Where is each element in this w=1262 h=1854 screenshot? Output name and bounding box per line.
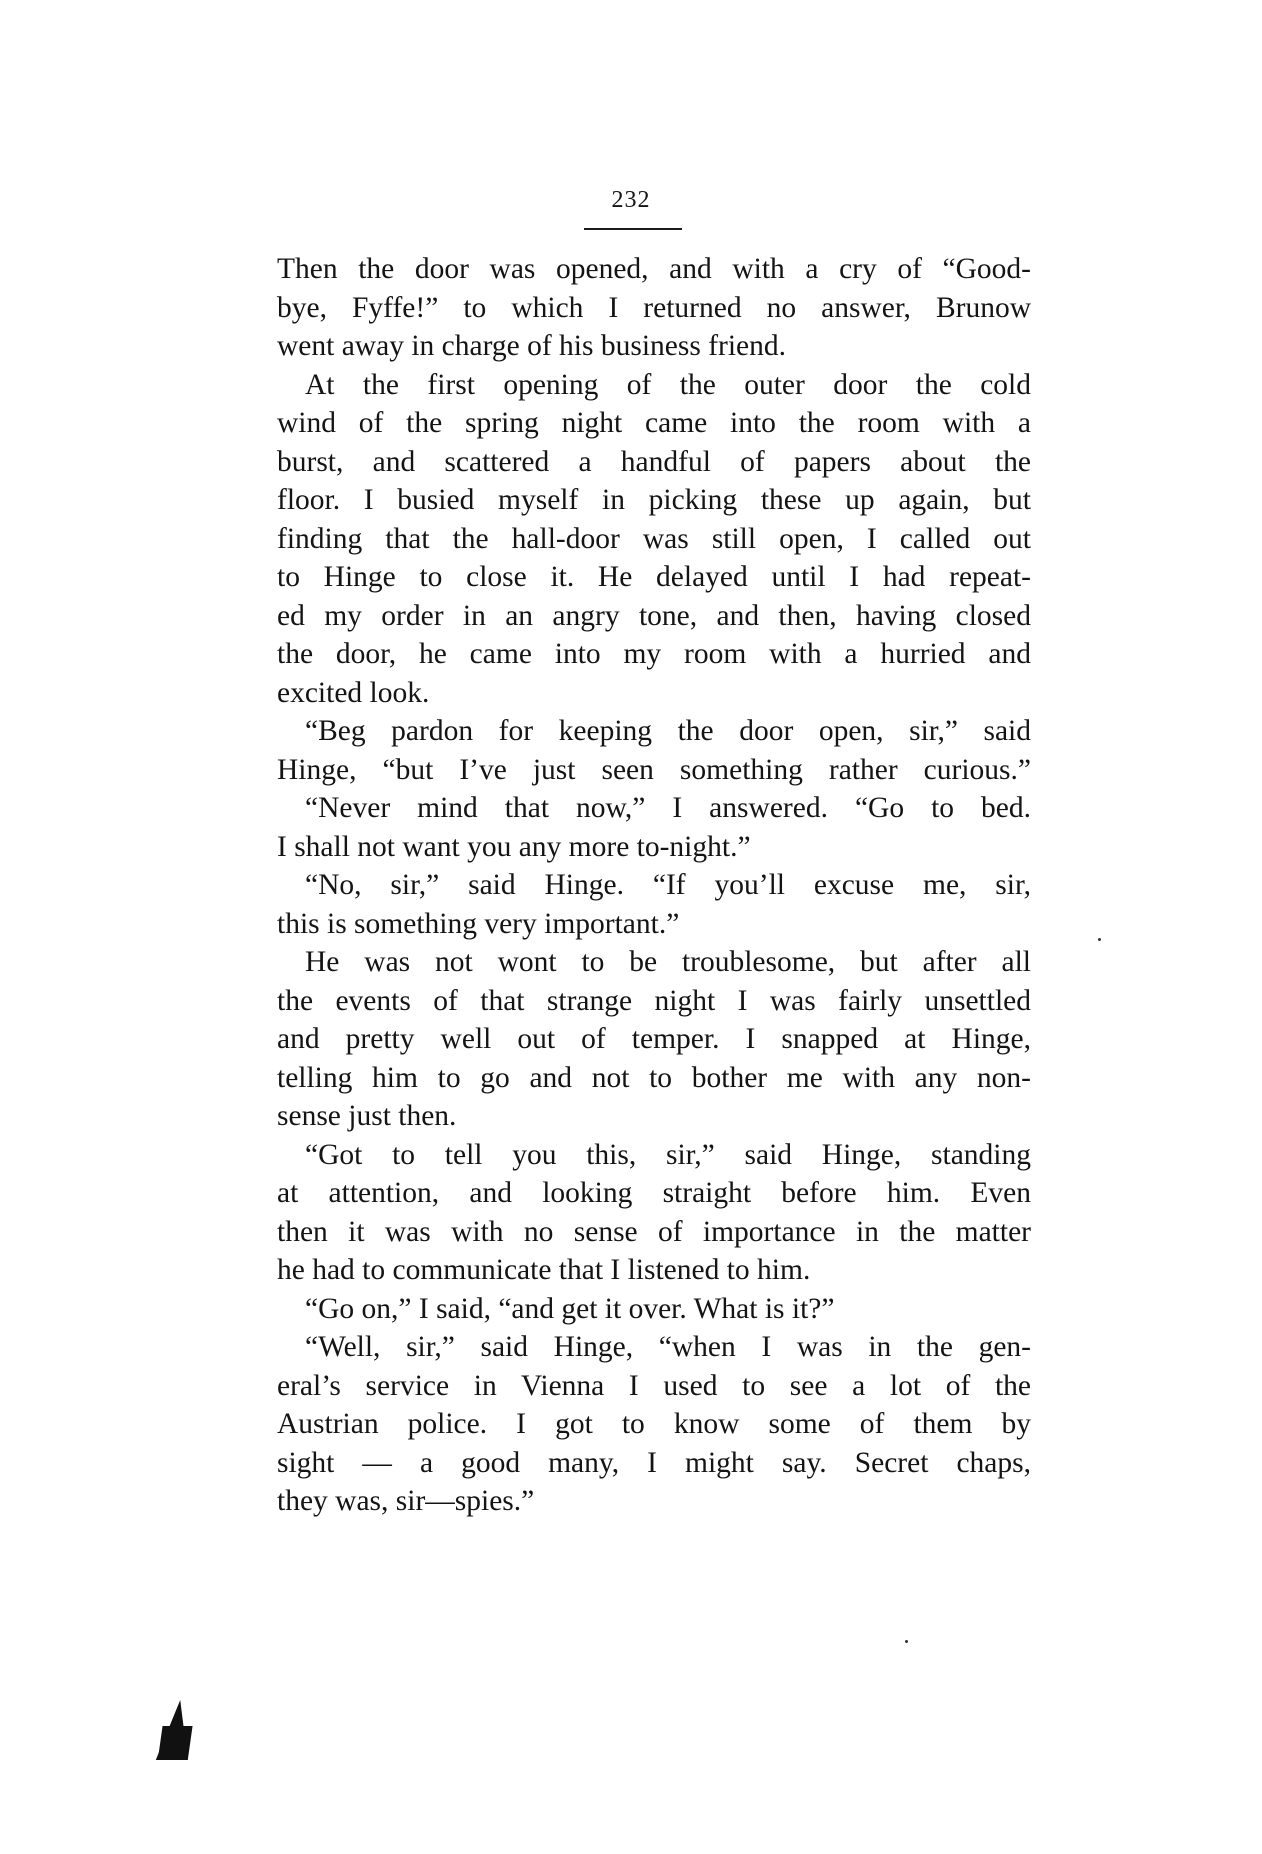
text-line: this is something very important.”: [277, 907, 680, 940]
text-line: wind of the spring night came into the room with a: [277, 407, 1031, 439]
page-number: 232: [611, 187, 651, 213]
text-line: I shall not want you any more to-night.”: [277, 830, 751, 863]
text-line: then it was with no sense of importance in the matter: [277, 1215, 1031, 1248]
text-line: “Never mind that now,” I answered. “Go to bed.: [305, 792, 1031, 824]
text-line: eral’s service in Vienna I used to see a lot of the: [277, 1369, 1031, 1402]
text-line: “Well, sir,” said Hinge, “when I was in the gen-: [305, 1331, 1031, 1363]
text-line: bye, Fyffe!” to which I returned no answer, Brunow: [277, 291, 1031, 324]
text-line: He was not wont to be troublesome, but after all: [305, 946, 1031, 978]
text-line: telling him to go and not to bother me with any non-: [277, 1061, 1031, 1094]
text-line: Austrian police. I got to know some of them by: [277, 1408, 1031, 1440]
text-line: floor. I busied myself in picking these up again, but: [277, 484, 1031, 516]
text-line: “Go on,” I said, “and get it over. What is it?”: [305, 1292, 835, 1325]
text-line: “No, sir,” said Hinge. “If you’ll excuse me, sir,: [305, 869, 1031, 901]
text-line: sense just then.: [277, 1100, 457, 1132]
text-line: at attention, and looking straight before him. Even: [277, 1177, 1031, 1209]
text-line: At the first opening of the outer door the cold: [305, 368, 1031, 401]
text-line: the events of that strange night I was fairly unsettled: [277, 984, 1031, 1017]
scan-artifact-mark: [156, 1700, 196, 1760]
page-number-rule: [584, 228, 682, 230]
text-line: burst, and scattered a handful of papers about the: [277, 445, 1031, 478]
text-line: “Got to tell you this, sir,” said Hinge, standing: [305, 1138, 1031, 1171]
text-line: excited look.: [277, 676, 430, 709]
text-line: Hinge, “but I’ve just seen something rather curious.”: [277, 753, 1031, 786]
text-line: “Beg pardon for keeping the door open, sir,” said: [305, 715, 1031, 747]
text-line: ed my order in an angry tone, and then, having closed: [277, 599, 1031, 632]
text-line: they was, sir—spies.”: [277, 1485, 535, 1517]
text-line: sight — a good many, I might say. Secret chaps,: [277, 1446, 1031, 1479]
scan-speck: [905, 1640, 908, 1643]
text-line: the door, he came into my room with a hurried and: [277, 638, 1031, 670]
text-line: to Hinge to close it. He delayed until I had repeat-: [277, 561, 1031, 593]
text-line: finding that the hall-door was still open, I called out: [277, 522, 1031, 555]
text-line: went away in charge of his business friend.: [277, 330, 787, 362]
body-text: [277, 250, 1031, 1521]
text-line: he had to communicate that I listened to him.: [277, 1254, 811, 1286]
scan-speck: [1098, 938, 1101, 941]
text-line: and pretty well out of temper. I snapped at Hinge,: [277, 1023, 1031, 1055]
text-line: Then the door was opened, and with a cry of “Good-: [277, 253, 1031, 285]
